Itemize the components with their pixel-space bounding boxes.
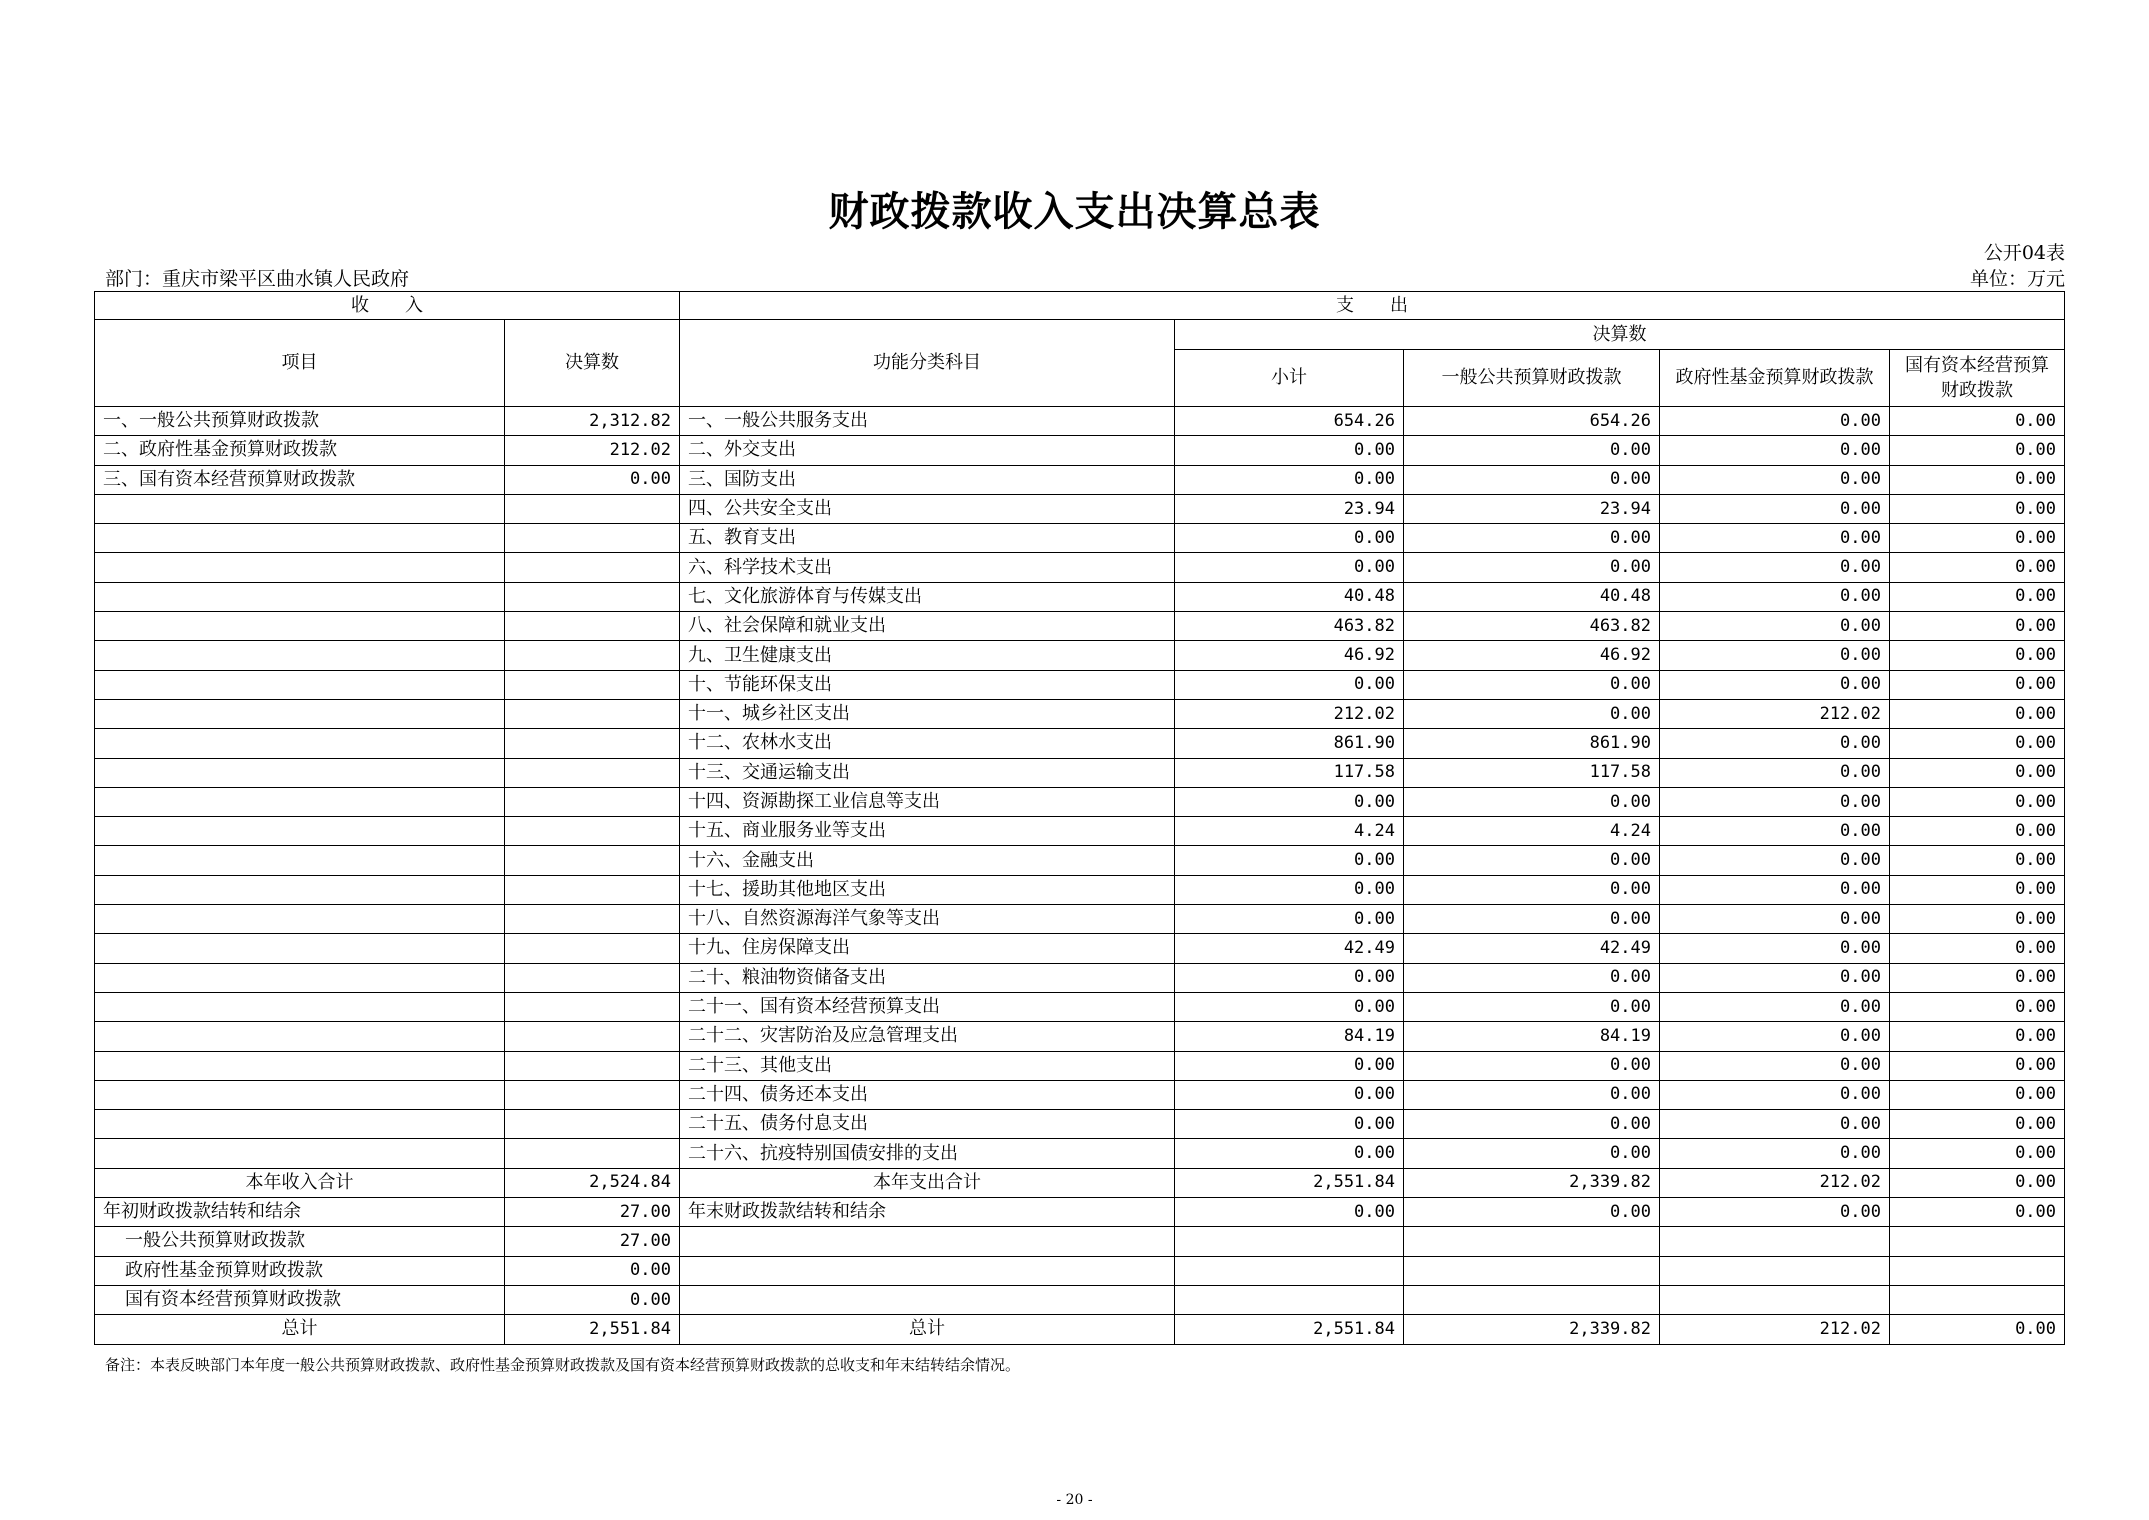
- expense-category-cell: 七、文化旅游体育与传媒支出: [680, 582, 1175, 611]
- general-budget-cell: 2,339.82: [1404, 1315, 1660, 1344]
- fund-budget-cell: 212.02: [1660, 1315, 1890, 1344]
- subtotal-cell: 0.00: [1175, 1139, 1404, 1168]
- expense-category-cell: 四、公共安全支出: [680, 494, 1175, 523]
- income-amount-cell: [505, 875, 680, 904]
- fund-budget-cell: 0.00: [1660, 553, 1890, 582]
- income-item-cell: [95, 992, 505, 1021]
- expense-category-cell: 十九、住房保障支出: [680, 934, 1175, 963]
- subtotal-cell: 42.49: [1175, 934, 1404, 963]
- table-row: [95, 875, 2065, 904]
- subtotal-cell: 0.00: [1175, 1110, 1404, 1139]
- state-capital-cell: 0.00: [1890, 465, 2065, 494]
- general-budget-cell: 0.00: [1404, 524, 1660, 553]
- page-title: 财政拨款收入支出决算总表: [828, 189, 1321, 235]
- fund-budget-cell: 0.00: [1660, 524, 1890, 553]
- state-capital-cell: 0.00: [1890, 1051, 2065, 1080]
- subtotal-cell: 0.00: [1175, 992, 1404, 1021]
- table-row: [95, 1022, 2065, 1051]
- fund-budget-cell: 0.00: [1660, 1051, 1890, 1080]
- general-budget-cell: 0.00: [1404, 1080, 1660, 1109]
- subtotal-cell: 0.00: [1175, 787, 1404, 816]
- expense-category-cell: 十四、资源勘探工业信息等支出: [680, 787, 1175, 816]
- state-capital-cell: 0.00: [1890, 1198, 2065, 1227]
- subtotal-cell: 46.92: [1175, 641, 1404, 670]
- general-budget-cell: 0.00: [1404, 670, 1660, 699]
- general-budget-cell: 0.00: [1404, 436, 1660, 465]
- state-capital-cell: 0.00: [1890, 582, 2065, 611]
- income-item-cell: [95, 1080, 505, 1109]
- general-budget-cell: 0.00: [1404, 465, 1660, 494]
- fund-budget-cell: 0.00: [1660, 963, 1890, 992]
- state-capital-cell: 0.00: [1890, 524, 2065, 553]
- income-amount-cell: [505, 641, 680, 670]
- income-amount-cell: [505, 963, 680, 992]
- income-amount-cell: 0.00: [505, 1285, 680, 1314]
- subtotal-cell: 0.00: [1175, 465, 1404, 494]
- expense-category-cell: 九、卫生健康支出: [680, 641, 1175, 670]
- income-item-cell: 一般公共预算财政拨款: [95, 1227, 505, 1256]
- expense-category-cell: 年末财政拨款结转和结余: [680, 1198, 1175, 1227]
- table-row: [95, 465, 2065, 494]
- subtotal-header: 小计: [1175, 350, 1404, 407]
- general-budget-cell: 0.00: [1404, 553, 1660, 582]
- general-budget-cell: 0.00: [1404, 1110, 1660, 1139]
- expense-category-cell: 八、社会保障和就业支出: [680, 612, 1175, 641]
- general-budget-cell: 117.58: [1404, 758, 1660, 787]
- income-item-cell: [95, 1051, 505, 1080]
- state-capital-cell: 0.00: [1890, 1168, 2065, 1197]
- fund-budget-cell: 0.00: [1660, 934, 1890, 963]
- state-capital-cell: 0.00: [1890, 612, 2065, 641]
- subtotal-cell: 0.00: [1175, 905, 1404, 934]
- fund-budget-cell: 0.00: [1660, 407, 1890, 436]
- income-item-cell: 总计: [95, 1315, 505, 1344]
- fund-budget-cell: 0.00: [1660, 875, 1890, 904]
- general-budget-cell: [1404, 1227, 1660, 1256]
- state-capital-cell: [1890, 1256, 2065, 1285]
- income-amount-cell: [505, 846, 680, 875]
- income-amount-cell: [505, 787, 680, 816]
- subtotal-cell: 2,551.84: [1175, 1315, 1404, 1344]
- income-item-cell: [95, 582, 505, 611]
- income-amount-cell: [505, 1051, 680, 1080]
- state-capital-cell: 0.00: [1890, 875, 2065, 904]
- income-item-cell: 三、国有资本经营预算财政拨款: [95, 465, 505, 494]
- subtotal-cell: 4.24: [1175, 817, 1404, 846]
- income-item-cell: [95, 524, 505, 553]
- table-row: [95, 992, 2065, 1021]
- income-amount-cell: [505, 758, 680, 787]
- item-header: 项目: [95, 320, 505, 407]
- general-budget-cell: 0.00: [1404, 1051, 1660, 1080]
- state-capital-cell: 0.00: [1890, 436, 2065, 465]
- expense-category-cell: 二十五、债务付息支出: [680, 1110, 1175, 1139]
- fund-budget-cell: 0.00: [1660, 758, 1890, 787]
- page-number: - 20 -: [1056, 1492, 1093, 1508]
- income-amount-cell: [505, 494, 680, 523]
- general-budget-cell: 0.00: [1404, 846, 1660, 875]
- state-capital-cell: 0.00: [1890, 992, 2065, 1021]
- state-capital-cell: 0.00: [1890, 963, 2065, 992]
- fund-budget-cell: 0.00: [1660, 465, 1890, 494]
- general-budget-cell: 0.00: [1404, 992, 1660, 1021]
- general-budget-cell: 0.00: [1404, 963, 1660, 992]
- state-capital-cell: 0.00: [1890, 1080, 2065, 1109]
- income-item-cell: 国有资本经营预算财政拨款: [95, 1285, 505, 1314]
- income-item-cell: 政府性基金预算财政拨款: [95, 1256, 505, 1285]
- income-item-cell: [95, 846, 505, 875]
- fund-budget-cell: 0.00: [1660, 1080, 1890, 1109]
- income-amount-cell: [505, 729, 680, 758]
- subtotal-cell: 0.00: [1175, 670, 1404, 699]
- general-budget-cell: 0.00: [1404, 875, 1660, 904]
- general-budget-header: 一般公共预算财政拨款: [1404, 350, 1660, 407]
- expense-category-cell: 十一、城乡社区支出: [680, 699, 1175, 728]
- income-item-cell: [95, 641, 505, 670]
- income-amount-cell: [505, 524, 680, 553]
- fund-budget-cell: [1660, 1227, 1890, 1256]
- income-item-cell: [95, 1022, 505, 1051]
- table-row: [95, 934, 2065, 963]
- form-number: 公开04表: [1983, 242, 2065, 264]
- expense-category-cell: 二十六、抗疫特别国债安排的支出: [680, 1139, 1175, 1168]
- income-amount-cell: [505, 1139, 680, 1168]
- income-item-cell: [95, 670, 505, 699]
- general-budget-cell: 2,339.82: [1404, 1168, 1660, 1197]
- income-amount-cell: [505, 699, 680, 728]
- subtotal-cell: 40.48: [1175, 582, 1404, 611]
- income-item-cell: [95, 758, 505, 787]
- income-item-cell: [95, 817, 505, 846]
- general-budget-cell: 46.92: [1404, 641, 1660, 670]
- expense-category-cell: 一、一般公共服务支出: [680, 407, 1175, 436]
- expense-category-cell: 二十、粮油物资储备支出: [680, 963, 1175, 992]
- state-capital-cell: 0.00: [1890, 553, 2065, 582]
- state-capital-cell: 0.00: [1890, 905, 2065, 934]
- table-row: [95, 670, 2065, 699]
- income-amount-cell: [505, 1110, 680, 1139]
- expense-category-cell: 十八、自然资源海洋气象等支出: [680, 905, 1175, 934]
- state-capital-cell: 0.00: [1890, 729, 2065, 758]
- fund-budget-cell: 0.00: [1660, 905, 1890, 934]
- subtotal-cell: 117.58: [1175, 758, 1404, 787]
- state-capital-cell: [1890, 1285, 2065, 1314]
- income-item-cell: [95, 787, 505, 816]
- general-budget-cell: [1404, 1256, 1660, 1285]
- general-budget-cell: 0.00: [1404, 905, 1660, 934]
- general-budget-cell: 463.82: [1404, 612, 1660, 641]
- subtotal-cell: 0.00: [1175, 963, 1404, 992]
- expense-category-cell: 十五、商业服务业等支出: [680, 817, 1175, 846]
- fund-budget-cell: 0.00: [1660, 992, 1890, 1021]
- subtotal-cell: 212.02: [1175, 699, 1404, 728]
- income-amount-cell: [505, 817, 680, 846]
- expense-category-cell: 十七、援助其他地区支出: [680, 875, 1175, 904]
- general-budget-cell: 0.00: [1404, 699, 1660, 728]
- table-row: [95, 1139, 2065, 1168]
- subtotal-cell: 0.00: [1175, 875, 1404, 904]
- income-item-cell: [95, 963, 505, 992]
- fund-budget-header: 政府性基金预算财政拨款: [1660, 350, 1890, 407]
- income-item-cell: [95, 905, 505, 934]
- final-amount-header: 决算数: [1175, 320, 2065, 350]
- table-row: [95, 1198, 2065, 1227]
- table-row: [95, 1315, 2065, 1344]
- income-item-cell: [95, 729, 505, 758]
- state-capital-cell: 0.00: [1890, 699, 2065, 728]
- income-item-cell: [95, 1110, 505, 1139]
- subtotal-cell: 0.00: [1175, 1080, 1404, 1109]
- expense-category-cell: 总计: [680, 1315, 1175, 1344]
- general-budget-cell: 861.90: [1404, 729, 1660, 758]
- state-capital-cell: 0.00: [1890, 1110, 2065, 1139]
- income-amount-cell: 27.00: [505, 1227, 680, 1256]
- expense-category-cell: 六、科学技术支出: [680, 553, 1175, 582]
- income-amount-cell: [505, 1080, 680, 1109]
- fund-budget-cell: [1660, 1285, 1890, 1314]
- table-row: [95, 582, 2065, 611]
- table-row: [95, 729, 2065, 758]
- fund-budget-cell: 0.00: [1660, 582, 1890, 611]
- expense-category-cell: 五、教育支出: [680, 524, 1175, 553]
- subtotal-cell: 0.00: [1175, 436, 1404, 465]
- table-row: [95, 1227, 2065, 1256]
- state-capital-cell: 0.00: [1890, 934, 2065, 963]
- fund-budget-cell: 0.00: [1660, 641, 1890, 670]
- table-row: [95, 1110, 2065, 1139]
- table-row: [95, 1080, 2065, 1109]
- table-row: [95, 553, 2065, 582]
- state-capital-cell: 0.00: [1890, 641, 2065, 670]
- fund-budget-cell: 0.00: [1660, 1198, 1890, 1227]
- footnote: 备注：本表反映部门本年度一般公共预算财政拨款、政府性基金预算财政拨款及国有资本经营预算财政拨款的总收支和年末结转结余情况。: [105, 1356, 1021, 1374]
- state-capital-cell: 0.00: [1890, 758, 2065, 787]
- table-row: [95, 758, 2065, 787]
- fund-budget-cell: 0.00: [1660, 436, 1890, 465]
- subtotal-cell: [1175, 1256, 1404, 1285]
- income-item-cell: [95, 699, 505, 728]
- amount-header: 决算数: [505, 320, 680, 407]
- subtotal-cell: 463.82: [1175, 612, 1404, 641]
- income-item-cell: [95, 553, 505, 582]
- subtotal-cell: [1175, 1227, 1404, 1256]
- income-item-cell: [95, 934, 505, 963]
- table-row: [95, 817, 2065, 846]
- fund-budget-cell: 0.00: [1660, 817, 1890, 846]
- expense-header: 支 出: [680, 292, 2065, 320]
- income-amount-cell: 2,551.84: [505, 1315, 680, 1344]
- table-row: [95, 641, 2065, 670]
- expense-category-cell: 三、国防支出: [680, 465, 1175, 494]
- general-budget-cell: 0.00: [1404, 1139, 1660, 1168]
- expense-category-cell: 十二、农林水支出: [680, 729, 1175, 758]
- income-item-cell: [95, 1139, 505, 1168]
- expense-category-cell: 本年支出合计: [680, 1168, 1175, 1197]
- income-item-cell: [95, 875, 505, 904]
- expense-category-cell: [680, 1256, 1175, 1285]
- income-item-cell: 本年收入合计: [95, 1168, 505, 1197]
- state-capital-cell: 0.00: [1890, 670, 2065, 699]
- income-amount-cell: [505, 905, 680, 934]
- income-item-cell: 二、政府性基金预算财政拨款: [95, 436, 505, 465]
- unit-label: 单位：万元: [1969, 268, 2065, 290]
- fund-budget-cell: 0.00: [1660, 494, 1890, 523]
- state-capital-cell: 0.00: [1890, 494, 2065, 523]
- income-amount-cell: 0.00: [505, 1256, 680, 1285]
- state-capital-cell: 0.00: [1890, 817, 2065, 846]
- income-amount-cell: [505, 612, 680, 641]
- income-amount-cell: [505, 992, 680, 1021]
- state-capital-cell: 0.00: [1890, 787, 2065, 816]
- income-amount-cell: [505, 582, 680, 611]
- expense-category-cell: 二十三、其他支出: [680, 1051, 1175, 1080]
- subtotal-cell: 2,551.84: [1175, 1168, 1404, 1197]
- state-capital-cell: 0.00: [1890, 407, 2065, 436]
- table-row: [95, 846, 2065, 875]
- state-capital-cell: 0.00: [1890, 846, 2065, 875]
- expense-category-cell: 二十四、债务还本支出: [680, 1080, 1175, 1109]
- income-header: 收 入: [95, 292, 680, 320]
- fund-budget-cell: 0.00: [1660, 846, 1890, 875]
- general-budget-cell: 23.94: [1404, 494, 1660, 523]
- table-row: [95, 963, 2065, 992]
- general-budget-cell: 40.48: [1404, 582, 1660, 611]
- income-item-cell: 一、一般公共预算财政拨款: [95, 407, 505, 436]
- fund-budget-cell: 0.00: [1660, 1139, 1890, 1168]
- general-budget-cell: 4.24: [1404, 817, 1660, 846]
- general-budget-cell: 42.49: [1404, 934, 1660, 963]
- income-item-cell: 年初财政拨款结转和结余: [95, 1198, 505, 1227]
- table-row: [95, 612, 2065, 641]
- table-row: [95, 494, 2065, 523]
- expense-category-cell: 二十二、灾害防治及应急管理支出: [680, 1022, 1175, 1051]
- expense-category-cell: 十三、交通运输支出: [680, 758, 1175, 787]
- fund-budget-cell: 0.00: [1660, 1022, 1890, 1051]
- income-amount-cell: [505, 670, 680, 699]
- state-capital-cell: 0.00: [1890, 1315, 2065, 1344]
- fund-budget-cell: 0.00: [1660, 612, 1890, 641]
- fund-budget-cell: 0.00: [1660, 670, 1890, 699]
- table-row: [95, 1285, 2065, 1314]
- table-row: [95, 1051, 2065, 1080]
- category-header: 功能分类科目: [680, 320, 1175, 407]
- subtotal-cell: 654.26: [1175, 407, 1404, 436]
- fund-budget-cell: [1660, 1256, 1890, 1285]
- subtotal-cell: 23.94: [1175, 494, 1404, 523]
- budget-table: [94, 291, 2065, 1345]
- fund-budget-cell: 0.00: [1660, 787, 1890, 816]
- fund-budget-cell: 0.00: [1660, 729, 1890, 758]
- subtotal-cell: [1175, 1285, 1404, 1314]
- subtotal-cell: 0.00: [1175, 553, 1404, 582]
- expense-category-cell: [680, 1285, 1175, 1314]
- table-row: [95, 524, 2065, 553]
- subtotal-cell: 0.00: [1175, 1198, 1404, 1227]
- state-capital-cell: 0.00: [1890, 1139, 2065, 1168]
- subtotal-cell: 861.90: [1175, 729, 1404, 758]
- income-amount-cell: 2,524.84: [505, 1168, 680, 1197]
- department-label: 部门：重庆市梁平区曲水镇人民政府: [105, 268, 410, 290]
- income-amount-cell: [505, 553, 680, 582]
- table-row: [95, 1256, 2065, 1285]
- income-amount-cell: 0.00: [505, 465, 680, 494]
- income-amount-cell: [505, 1022, 680, 1051]
- income-amount-cell: [505, 934, 680, 963]
- subtotal-cell: 0.00: [1175, 846, 1404, 875]
- expense-category-cell: 二、外交支出: [680, 436, 1175, 465]
- table-row: [95, 436, 2065, 465]
- fund-budget-cell: 0.00: [1660, 1110, 1890, 1139]
- general-budget-cell: 0.00: [1404, 1198, 1660, 1227]
- general-budget-cell: 0.00: [1404, 787, 1660, 816]
- state-capital-header: 国有资本经营预算财政拨款: [1890, 350, 2065, 407]
- state-capital-cell: 0.00: [1890, 1022, 2065, 1051]
- income-item-cell: [95, 494, 505, 523]
- table-row: [95, 787, 2065, 816]
- general-budget-cell: 84.19: [1404, 1022, 1660, 1051]
- table-row: [95, 1168, 2065, 1197]
- table-row: [95, 407, 2065, 436]
- expense-category-cell: 二十一、国有资本经营预算支出: [680, 992, 1175, 1021]
- general-budget-cell: [1404, 1285, 1660, 1314]
- table-row: [95, 699, 2065, 728]
- fund-budget-cell: 212.02: [1660, 1168, 1890, 1197]
- general-budget-cell: 654.26: [1404, 407, 1660, 436]
- fund-budget-cell: 212.02: [1660, 699, 1890, 728]
- subtotal-cell: 0.00: [1175, 524, 1404, 553]
- expense-category-cell: 十、节能环保支出: [680, 670, 1175, 699]
- income-amount-cell: 27.00: [505, 1198, 680, 1227]
- income-amount-cell: 212.02: [505, 436, 680, 465]
- subtotal-cell: 84.19: [1175, 1022, 1404, 1051]
- expense-category-cell: [680, 1227, 1175, 1256]
- income-amount-cell: 2,312.82: [505, 407, 680, 436]
- subtotal-cell: 0.00: [1175, 1051, 1404, 1080]
- state-capital-cell: [1890, 1227, 2065, 1256]
- expense-category-cell: 十六、金融支出: [680, 846, 1175, 875]
- income-item-cell: [95, 612, 505, 641]
- table-row: [95, 905, 2065, 934]
